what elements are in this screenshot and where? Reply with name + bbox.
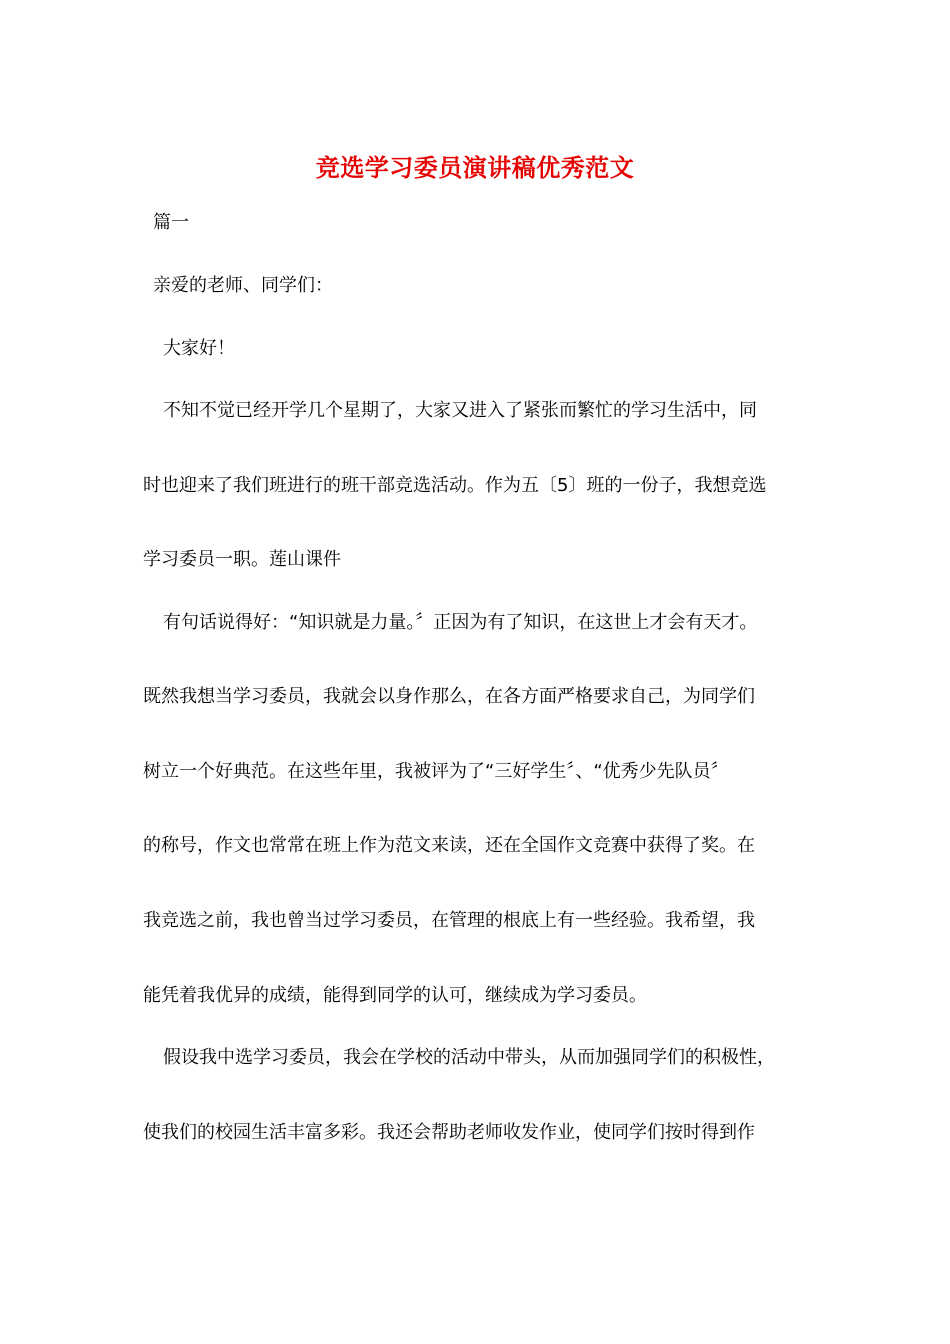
paragraph-2-line-1: 有句话说得好：“知识就是力量。〞正因为有了知识，在这世上才会有天才。 xyxy=(163,612,758,633)
document-title: 竞选学习委员演讲稿优秀范文 xyxy=(315,153,635,182)
paragraph-1-line-2: 时也迎来了我们班进行的班干部竞选活动。作为五〔5〕班的一份子，我想竞选 xyxy=(143,475,767,496)
paragraph-1-line-1: 不知不觉已经开学几个星期了，大家又进入了紧张而繁忙的学习生活中，同 xyxy=(163,400,757,421)
paragraph-2-line-2: 既然我想当学习委员，我就会以身作那么，在各方面严格要求自己，为同学们 xyxy=(143,686,755,707)
paragraph-2-line-6: 能凭着我优异的成绩，能得到同学的认可，继续成为学习委员。 xyxy=(143,985,647,1006)
paragraph-2-line-4: 的称号，作文也常常在班上作为范文来读，还在全国作文竞赛中获得了奖。在 xyxy=(143,835,755,856)
salutation-line: 亲爱的老师、同学们： xyxy=(153,275,333,296)
paragraph-1-line-3: 学习委员一职。莲山课件 xyxy=(143,549,341,570)
paragraph-3-line-1: 假设我中选学习委员，我会在学校的活动中带头，从而加强同学们的积极性， xyxy=(163,1047,775,1068)
paragraph-3-line-2: 使我们的校园生活丰富多彩。我还会帮助老师收发作业，使同学们按时得到作 xyxy=(143,1122,755,1143)
greeting-line: 大家好！ xyxy=(163,338,235,359)
section-heading: 篇一 xyxy=(153,212,189,233)
paragraph-2-line-5: 我竞选之前，我也曾当过学习委员，在管理的根底上有一些经验。我希望，我 xyxy=(143,910,755,931)
paragraph-2-line-3: 树立一个好典范。在这些年里，我被评为了“三好学生〞、“优秀少先队员〞 xyxy=(143,761,729,782)
